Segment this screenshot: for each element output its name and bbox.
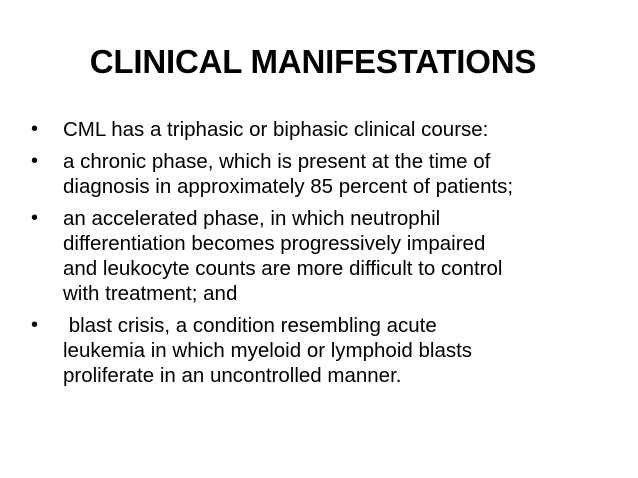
bullet-icon: • bbox=[31, 150, 39, 172]
bullet-icon: • bbox=[31, 207, 39, 229]
bullet-text: a chronic phase, which is present at the time of diagnosis in approximately 85 percent of patients; bbox=[63, 150, 514, 198]
bullet-icon: • bbox=[31, 118, 39, 140]
bullet-item-course bbox=[30, 117, 620, 142]
bullet-list bbox=[30, 117, 620, 395]
bullet-text: CML has a triphasic or biphasic clinical course: bbox=[63, 118, 489, 141]
bullet-item-blast-crisis bbox=[30, 313, 620, 388]
bullet-text: an accelerated phase, in which neutrophil differentiation becomes progressively impaired and leukocyte counts are more difficult to control with treatment; and bbox=[63, 207, 503, 305]
bullet-item-accelerated-phase bbox=[30, 206, 620, 306]
bullet-item-chronic-phase bbox=[30, 149, 620, 199]
bullet-icon: • bbox=[31, 314, 39, 336]
bullet-text: blast crisis, a condition resembling acute leukemia in which myeloid or lymphoid blasts proliferate in an uncontrolled manner. bbox=[63, 314, 473, 387]
slide-title: CLINICAL MANIFESTATIONS bbox=[89, 43, 537, 80]
